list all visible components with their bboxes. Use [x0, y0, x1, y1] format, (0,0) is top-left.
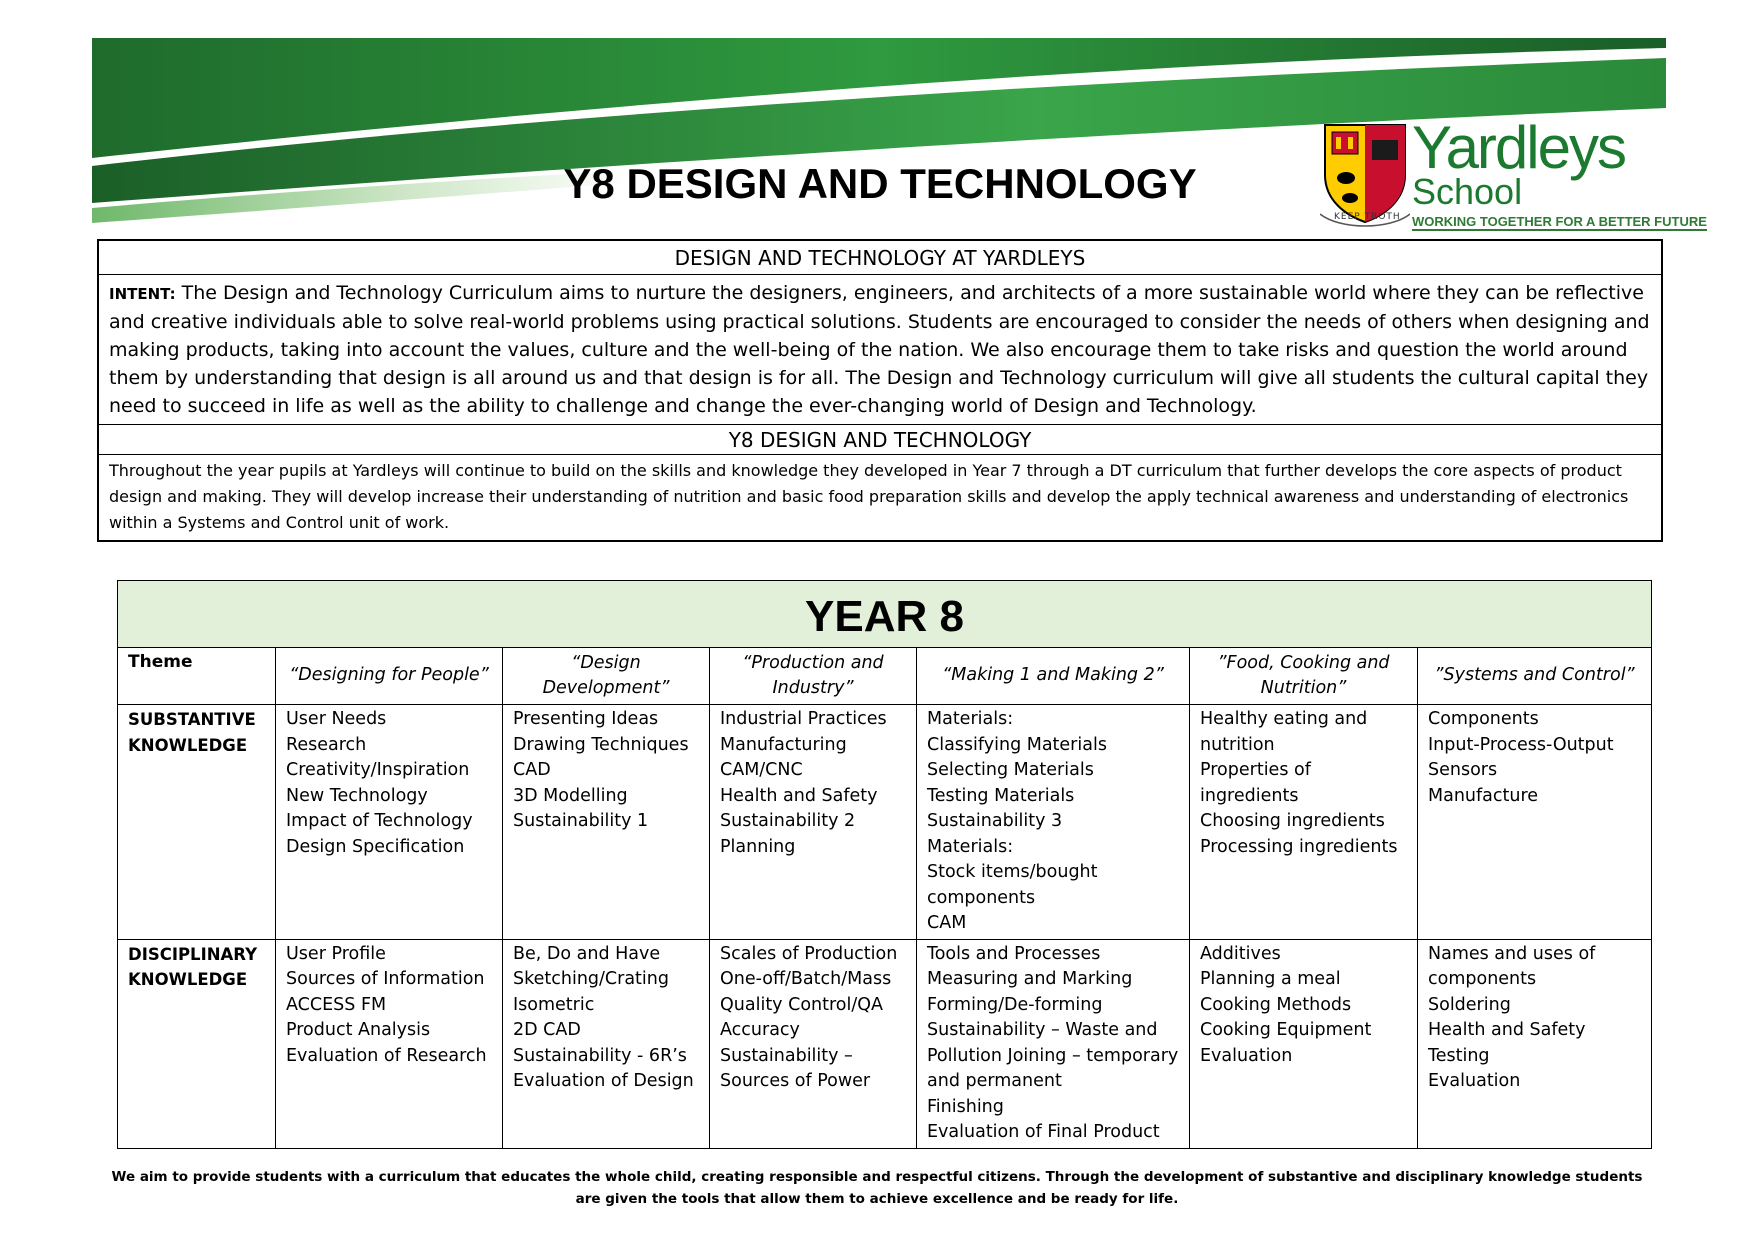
topic-item: Planning a meal: [1200, 969, 1341, 989]
topic-item: Sketching/Crating: [513, 969, 669, 989]
topic-item: Choosing ingredients: [1200, 811, 1385, 831]
topic-item: Manufacture: [1428, 785, 1539, 806]
topic-item: Additives: [1200, 943, 1281, 964]
topic-item: Cooking Equipment: [1200, 1020, 1372, 1040]
topic-item: Measuring and Marking: [927, 969, 1133, 989]
topic-item: Selecting Materials: [927, 760, 1094, 780]
logo-wordmark: Yardleys: [1412, 114, 1625, 181]
footer-statement: We aim to provide students with a curriculum that educates the whole child, creating responsible and respectful citizens. Through the development of substantive and disciplinary knowledge students are given the tools that allow them to achieve excellence and be ready for life.: [111, 1169, 1643, 1207]
year-curriculum-table: [117, 580, 1652, 1149]
topic-item: Input-Process-Output: [1428, 734, 1614, 755]
topic-item: User Profile: [286, 943, 386, 964]
topic-item: Names and uses of components: [1428, 943, 1596, 989]
row-label: SUBSTANTIVE KNOWLEDGE: [118, 705, 276, 940]
topic-item: Materials:: [927, 709, 1014, 729]
logo-tagline: WORKING TOGETHER FOR A BETTER FUTURE: [1412, 214, 1707, 229]
topic-item: Sustainability - 6R’s: [513, 1045, 687, 1066]
topic-item: One-off/Batch/Mass: [720, 969, 892, 989]
knowledge-cell: [1190, 705, 1418, 940]
topic-item: 2D CAD: [513, 1020, 581, 1040]
knowledge-cell: [276, 939, 503, 1148]
topic-item: CAM: [927, 913, 967, 933]
topic-item: Sources of Information: [286, 969, 485, 989]
topic-item: Industrial Practices: [720, 709, 887, 729]
topic-item: Sustainability – Sources of Power: [720, 1045, 871, 1091]
topic-item: Stock items/bought components: [927, 862, 1098, 908]
section-heading: DESIGN AND TECHNOLOGY AT YARDLEYS: [99, 241, 1661, 275]
knowledge-cell: [1190, 939, 1418, 1148]
topic-item: Evaluation of Design: [513, 1071, 694, 1091]
topic-item: Soldering: [1428, 994, 1511, 1015]
topic-item: Evaluation of Research: [286, 1045, 487, 1066]
disciplinary-row: [118, 939, 1652, 1148]
topic-item: Isometric: [513, 994, 595, 1015]
topic-item: Manufacturing: [720, 734, 847, 755]
topic-item: Sensors: [1428, 760, 1498, 780]
topic-item: Properties of ingredients: [1200, 760, 1311, 806]
topic-item: Materials:: [927, 836, 1014, 857]
intent-label: INTENT:: [109, 285, 176, 303]
topic-item: Forming/De-forming: [927, 994, 1103, 1015]
topic-item: Finishing: [927, 1096, 1004, 1117]
topic-item: Impact of Technology: [286, 811, 473, 831]
topic-item: Health and Safety: [1428, 1020, 1586, 1040]
knowledge-cell: [503, 939, 710, 1148]
topic-item: Product Analysis: [286, 1020, 431, 1040]
topic-item: Sustainability 2: [720, 811, 856, 831]
topic-item: Testing Materials: [927, 785, 1075, 806]
topic-item: Sustainability 3: [927, 811, 1063, 831]
theme-row: [118, 648, 1652, 705]
theme-header: “Designing for People”: [276, 648, 503, 705]
topic-item: CAM/CNC: [720, 760, 803, 780]
topic-item: Quality Control/QA: [720, 994, 883, 1015]
row-label: DISCIPLINARY KNOWLEDGE: [118, 939, 276, 1148]
topic-item: Design Specification: [286, 836, 465, 857]
logo-school-word: School: [1412, 171, 1523, 212]
theme-header: “Making 1 and Making 2”: [917, 648, 1190, 705]
intent-text: The Design and Technology Curriculum aims to nurture the designers, engineers, and architects of a more sustainable world where they can be reflective and creative individuals able to solve real-world problems using practical solutions. Students are encouraged to consider the needs of others when designing and making products, taking into account the values, culture and the well-being of the nation. We also encourage them to take risks and question the world around them by understanding that design is all around us and that design is for all. The Design and Technology curriculum will give all students the cultural capital they need to succeed in life as well as the ability to challenge and change the ever-changing world of Design and Technology.: [109, 282, 1650, 417]
topic-item: Health and Safety: [720, 785, 878, 806]
theme-header: ”Food, Cooking and Nutrition”: [1190, 648, 1418, 705]
topic-item: Evaluation of Final Product: [927, 1122, 1160, 1142]
substantive-row: [118, 705, 1652, 940]
topic-item: Sustainability – Waste and Pollution Joining – temporary and permanent: [927, 1020, 1179, 1091]
topic-item: Research: [286, 734, 367, 755]
year-title: YEAR 8: [118, 581, 1652, 648]
topic-item: 3D Modelling: [513, 785, 628, 806]
topic-item: Evaluation: [1428, 1071, 1521, 1091]
topic-item: Components: [1428, 709, 1539, 729]
topic-item: Cooking Methods: [1200, 994, 1352, 1015]
overview-paragraph: Throughout the year pupils at Yardleys will continue to build on the skills and knowledge they developed in Year 7 through a DT curriculum that further develops the core aspects of product design and making. They will develop increase their understanding of nutrition and basic food preparation skills and develop the apply technical awareness and understanding of electronics within a Systems and Control unit of work.: [109, 461, 1629, 532]
topic-item: Testing: [1428, 1045, 1490, 1066]
topic-item: Tools and Processes: [927, 943, 1101, 964]
intent-section: [97, 239, 1663, 542]
topic-item: Drawing Techniques: [513, 734, 689, 755]
knowledge-cell: [710, 705, 917, 940]
knowledge-cell: [710, 939, 917, 1148]
crest-motto: KEEP TROTH: [1334, 212, 1401, 222]
topic-item: Planning: [720, 836, 796, 857]
topic-item: Be, Do and Have: [513, 943, 661, 964]
topic-item: ACCESS FM: [286, 994, 387, 1015]
topic-item: CAD: [513, 760, 551, 780]
page-title: Y8 DESIGN AND TECHNOLOGY: [563, 160, 1197, 207]
knowledge-cell: [917, 939, 1190, 1148]
topic-item: Presenting Ideas: [513, 709, 659, 729]
theme-header: ”Systems and Control”: [1418, 648, 1652, 705]
topic-item: Accuracy: [720, 1020, 800, 1040]
school-logo: [1412, 114, 1707, 231]
topic-item: Creativity/Inspiration: [286, 760, 470, 780]
topic-item: User Needs: [286, 709, 387, 729]
topic-item: Sustainability 1: [513, 811, 649, 831]
subsection-heading: Y8 DESIGN AND TECHNOLOGY: [99, 425, 1661, 455]
knowledge-cell: [1418, 939, 1652, 1148]
knowledge-cell: [1418, 705, 1652, 940]
topic-item: Classifying Materials: [927, 734, 1107, 755]
topic-item: Healthy eating and nutrition: [1200, 709, 1368, 755]
topic-item: New Technology: [286, 785, 428, 806]
intent-paragraph: [99, 275, 1661, 425]
theme-header: “Production and Industry”: [710, 648, 917, 705]
theme-header: “Design Development”: [503, 648, 710, 705]
knowledge-cell: [917, 705, 1190, 940]
topic-item: Scales of Production: [720, 943, 898, 964]
topic-item: Processing ingredients: [1200, 836, 1398, 857]
knowledge-cell: [503, 705, 710, 940]
knowledge-cell: [276, 705, 503, 940]
topic-item: Evaluation: [1200, 1045, 1293, 1066]
theme-label: Theme: [118, 648, 276, 705]
